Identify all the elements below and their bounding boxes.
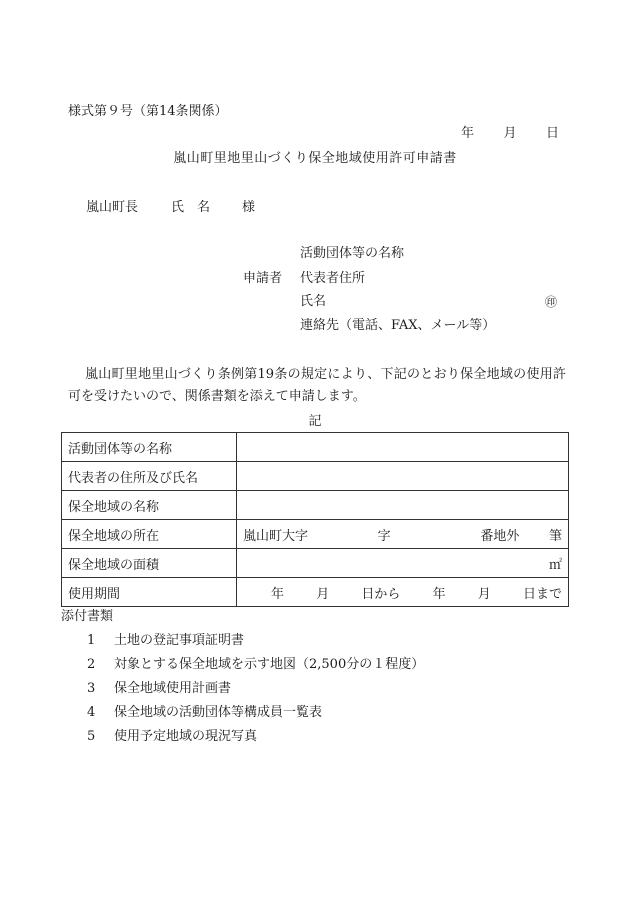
applicant-label: 申請者 bbox=[243, 271, 283, 286]
value-hitsu: 筆 bbox=[548, 528, 562, 544]
addressee bbox=[86, 200, 255, 216]
form-id: 様式第９号（第14条関係） bbox=[68, 104, 228, 119]
attachment-text: 保全地域使用計画書 bbox=[114, 681, 232, 696]
row-value[interactable] bbox=[237, 462, 569, 491]
value-from-month: 月 bbox=[316, 586, 330, 602]
table-row bbox=[62, 462, 569, 491]
row-label: 使用期間 bbox=[62, 578, 237, 607]
attachment-num: 2 bbox=[87, 657, 96, 672]
table-row bbox=[62, 520, 569, 549]
addressee-name: 氏 名 bbox=[171, 200, 211, 215]
row-label: 代表者の住所及び氏名 bbox=[62, 462, 237, 491]
seal-mark: ㊞ bbox=[545, 295, 558, 309]
applicant-org-name: 活動団体等の名称 bbox=[300, 246, 405, 261]
addressee-mayor: 嵐山町長 bbox=[86, 200, 139, 215]
value-banchi: 番地外 bbox=[480, 528, 520, 544]
date-month: 月 bbox=[503, 126, 517, 141]
row-label: 保全地域の所在 bbox=[62, 520, 237, 549]
row-value[interactable] bbox=[237, 578, 569, 607]
value-aza: 字 bbox=[377, 528, 391, 544]
attachment-text: 使用予定地域の現況写真 bbox=[114, 729, 258, 744]
value-to-year: 年 bbox=[432, 586, 446, 602]
ki-heading: 記 bbox=[308, 414, 322, 429]
attachment-item bbox=[87, 657, 424, 673]
details-table bbox=[61, 432, 569, 607]
attachment-text: 保全地域の活動団体等構成員一覧表 bbox=[114, 705, 323, 720]
row-label: 活動団体等の名称 bbox=[62, 433, 237, 462]
value-to-day: 日まで bbox=[522, 586, 562, 602]
attachment-num: 5 bbox=[87, 729, 96, 744]
attachment-num: 4 bbox=[87, 705, 96, 720]
table-row bbox=[62, 433, 569, 462]
table-row bbox=[62, 549, 569, 578]
row-value[interactable] bbox=[237, 491, 569, 520]
table-row bbox=[62, 578, 569, 607]
attachment-num: 1 bbox=[87, 633, 96, 648]
value-from-day: 日から bbox=[361, 586, 401, 602]
table-row bbox=[62, 491, 569, 520]
applicant-contact: 連絡先（電話、FAX、メール等） bbox=[300, 318, 496, 333]
value-oaza: 嵐山町大字 bbox=[243, 528, 309, 544]
attachments-title: 添付書類 bbox=[61, 609, 114, 624]
attachment-item bbox=[87, 633, 244, 649]
applicant-name: 氏名 bbox=[300, 294, 327, 309]
request-statement: 嵐山町里地里山づくり条例第19条の規定により、下記のとおり保全地域の使用許可を受けたいので、関係書類を添えて申請します。 bbox=[68, 367, 566, 404]
document-title: 嵐山町里地里山づくり保全地域使用許可申請書 bbox=[173, 151, 457, 166]
attachment-text: 対象とする保全地域を示す地図（2,500分の１程度） bbox=[114, 657, 425, 672]
date-year: 年 bbox=[461, 126, 475, 141]
addressee-honorific: 様 bbox=[242, 200, 256, 215]
attachment-num: 3 bbox=[87, 681, 96, 696]
row-value[interactable] bbox=[237, 549, 569, 578]
attachment-item bbox=[87, 705, 322, 721]
value-area-unit: ㎡ bbox=[548, 557, 562, 573]
date-day: 日 bbox=[545, 126, 559, 141]
attachment-item bbox=[87, 729, 257, 745]
date-line bbox=[461, 126, 559, 142]
row-value[interactable] bbox=[237, 433, 569, 462]
applicant-address: 代表者住所 bbox=[300, 271, 366, 286]
value-to-month: 月 bbox=[477, 586, 491, 602]
row-label: 保全地域の面積 bbox=[62, 549, 237, 578]
attachment-item bbox=[87, 681, 231, 697]
row-value[interactable] bbox=[237, 520, 569, 549]
attachment-text: 土地の登記事項証明書 bbox=[114, 633, 245, 648]
value-from-year: 年 bbox=[271, 586, 285, 602]
row-label: 保全地域の名称 bbox=[62, 491, 237, 520]
